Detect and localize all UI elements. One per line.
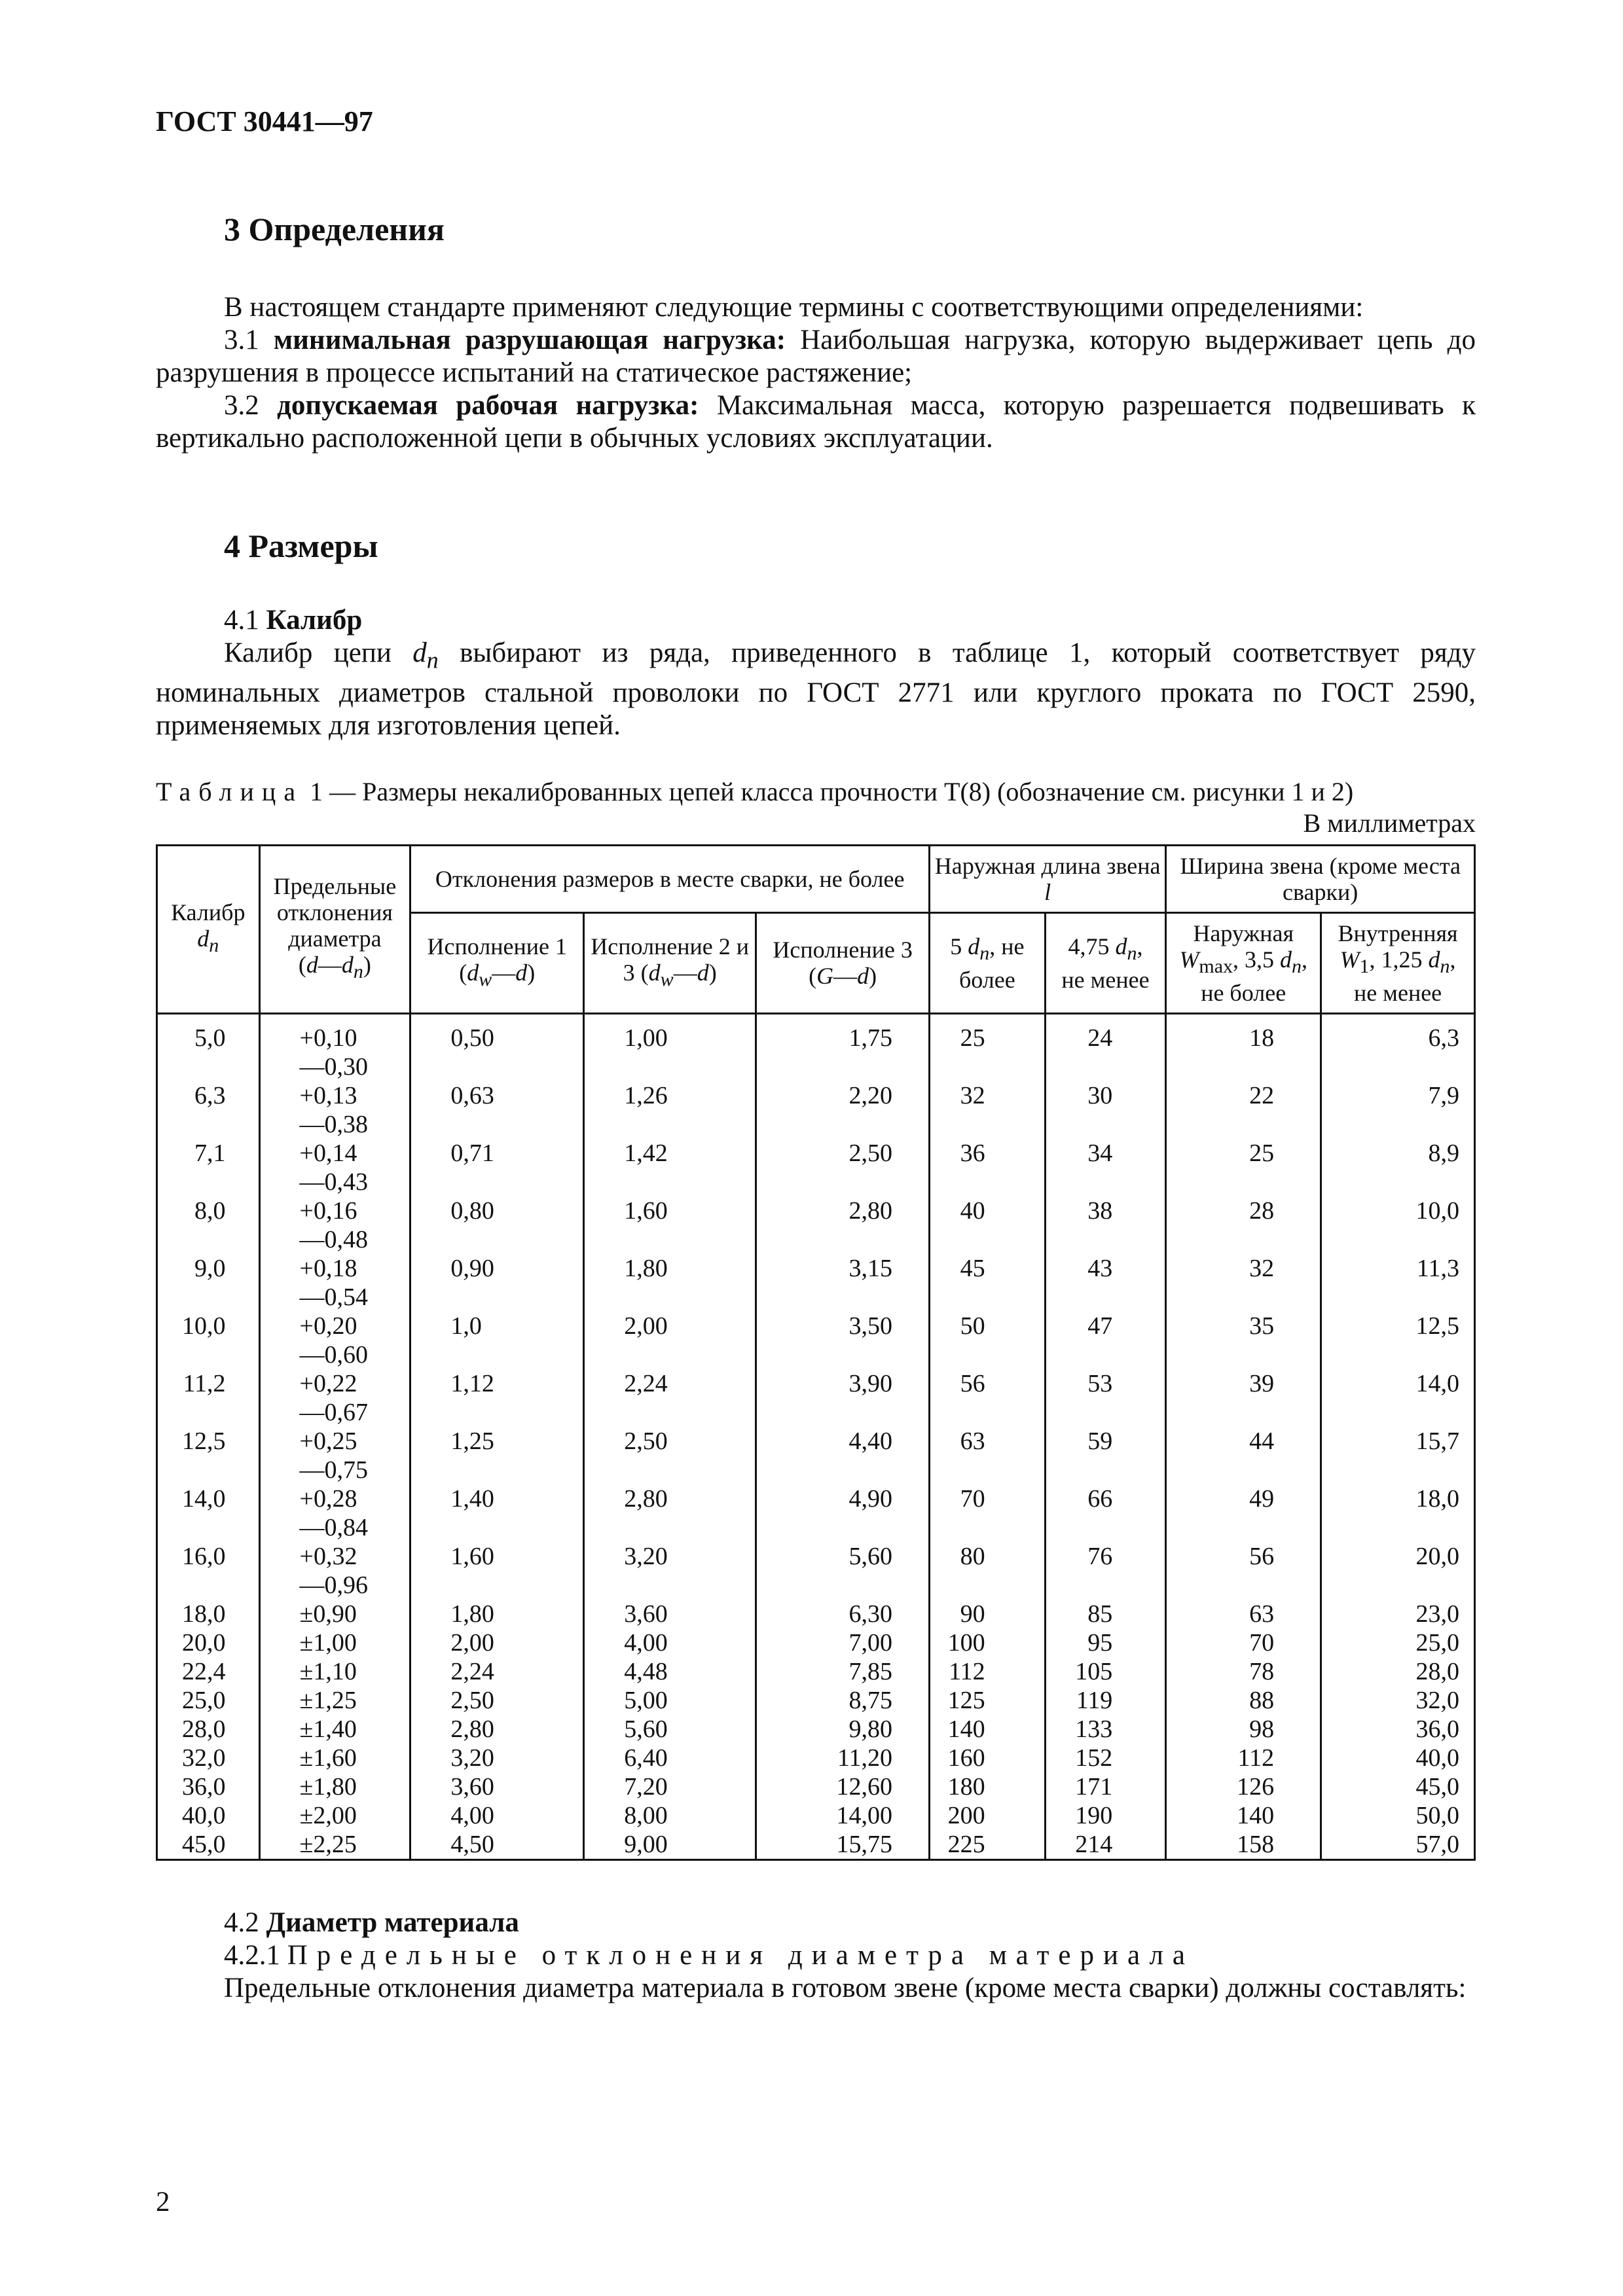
definition-3-1-term: минимальная разрушающая нагрузка: [273, 325, 786, 355]
cell-l5: 180 [930, 1772, 1046, 1801]
tolerance-minus: —0,60 [299, 1340, 369, 1369]
cell-tolerance [259, 1484, 410, 1542]
cell-tolerance [259, 1196, 410, 1254]
cell-cal: 14,0 [157, 1484, 260, 1542]
cell-wi: 12,5 [1321, 1312, 1475, 1369]
cell-i1: 1,25 [410, 1427, 584, 1484]
table-row [157, 1312, 1475, 1369]
header-width-inner: Внутренняя $W_1$, 1,25 $d_n$, не менее [1321, 912, 1475, 1013]
cell-tolerance [259, 1772, 410, 1801]
cell-cal: 7,1 [157, 1139, 260, 1196]
cell-i2: 5,00 [584, 1686, 756, 1715]
cell-l5: 160 [930, 1744, 1046, 1772]
cell-wi: 14,0 [1321, 1369, 1475, 1427]
header-link-width: Ширина звена (кроме места сварки) [1166, 845, 1475, 912]
tolerance-plus: ±1,60 [299, 1744, 357, 1772]
cell-l475: 214 [1045, 1830, 1166, 1860]
header-isp2: Исполнение 2 и 3 $(d_w—d)$ [584, 912, 756, 1013]
table-body [157, 1013, 1475, 1859]
cell-tolerance [259, 1312, 410, 1369]
cell-wo: 56 [1166, 1542, 1321, 1600]
table-caption-text: 1 — Размеры некалиброванных цепей класса прочности Т(8) (обозначение см. рисунки 1 и 2) [310, 776, 1354, 806]
cell-i3: 8,75 [756, 1686, 930, 1715]
cell-cal: 9,0 [157, 1254, 260, 1312]
tolerance-minus: —0,96 [299, 1571, 369, 1599]
cell-l5: 32 [930, 1081, 1046, 1139]
cell-i3: 11,20 [756, 1744, 930, 1772]
table-row [157, 1427, 1475, 1484]
cell-l475: 53 [1045, 1369, 1166, 1427]
cell-wo: 44 [1166, 1427, 1321, 1484]
cell-wi: 18,0 [1321, 1484, 1475, 1542]
table-row [157, 1686, 1475, 1715]
cell-l5: 125 [930, 1686, 1046, 1715]
cell-wo: 35 [1166, 1312, 1321, 1369]
cell-cal: 28,0 [157, 1715, 260, 1744]
cell-cal: 40,0 [157, 1801, 260, 1830]
cell-l5: 45 [930, 1254, 1046, 1312]
cell-i1: 2,50 [410, 1686, 584, 1715]
cell-cal: 11,2 [157, 1369, 260, 1427]
definition-3-2-term: допускаемая рабочая нагрузка: [277, 390, 699, 421]
cell-i3: 4,40 [756, 1427, 930, 1484]
table-row [157, 1081, 1475, 1139]
cell-i3: 2,80 [756, 1196, 930, 1254]
subsection-4-1-title: Калибр [266, 605, 363, 636]
cell-i2: 1,80 [584, 1254, 756, 1312]
cell-wo: 140 [1166, 1801, 1321, 1830]
table-row [157, 1542, 1475, 1600]
cell-l475: 190 [1045, 1801, 1166, 1830]
cell-l475: 85 [1045, 1600, 1166, 1628]
cell-wi: 40,0 [1321, 1744, 1475, 1772]
cell-tolerance [259, 1600, 410, 1628]
cell-l475: 47 [1045, 1312, 1166, 1369]
cell-l475: 119 [1045, 1686, 1166, 1715]
tolerance-plus: ±1,00 [299, 1628, 357, 1657]
cell-tolerance [259, 1830, 410, 1860]
definition-3-2 [156, 389, 1476, 455]
tolerance-plus: ±2,25 [299, 1830, 357, 1858]
cell-i1: 3,20 [410, 1744, 584, 1772]
cell-l5: 200 [930, 1801, 1046, 1830]
subsection-4-2-1 [156, 1939, 1476, 1972]
cell-i3: 7,00 [756, 1628, 930, 1657]
subsection-4-2-1-num: 4.2.1 [224, 1939, 280, 1971]
cell-wo: 39 [1166, 1369, 1321, 1427]
cell-i1: 0,50 [410, 1013, 584, 1081]
cell-l5: 50 [930, 1312, 1046, 1369]
paragraph-4-2-1: Предельные отклонения диаметра материала в готовом звене (кроме места сварки) должны составлять: [224, 1972, 1467, 2003]
cell-wo: 22 [1166, 1081, 1321, 1139]
cell-i1: 0,80 [410, 1196, 584, 1254]
cell-wi: 57,0 [1321, 1830, 1475, 1860]
cell-tolerance [259, 1139, 410, 1196]
cell-i3: 2,50 [756, 1139, 930, 1196]
cell-cal: 22,4 [157, 1657, 260, 1686]
table-row [157, 1139, 1475, 1196]
standard-header: ГОСТ 30441—97 [156, 105, 373, 137]
tolerance-plus: ±0,90 [299, 1600, 357, 1628]
definition-3-1 [156, 324, 1476, 389]
cell-l475: 38 [1045, 1196, 1166, 1254]
tolerance-minus: —0,38 [299, 1110, 369, 1138]
cell-wi: 36,0 [1321, 1715, 1475, 1744]
cell-l5: 40 [930, 1196, 1046, 1254]
cell-i1: 3,60 [410, 1772, 584, 1801]
tolerance-plus: ±1,10 [299, 1657, 357, 1685]
section-4-title: 4 Размеры [224, 528, 378, 564]
cell-i1: 0,63 [410, 1081, 584, 1139]
cell-i1: 1,0 [410, 1312, 584, 1369]
cell-i2: 4,48 [584, 1657, 756, 1686]
cell-l5: 56 [930, 1369, 1046, 1427]
header-outer-length: Наружная длина звена l [930, 845, 1166, 912]
cell-l475: 95 [1045, 1628, 1166, 1657]
paragraph-4-1-after: выбирают из ряда, приведенного в таблице 1, который соответствует ряду номинальных диаметров стальной проволоки по ГОСТ 2771 или круглого проката по ГОСТ 2590, применяемых для изготовления цепей. [156, 637, 1476, 741]
table-caption [156, 776, 1476, 808]
cell-wo: 18 [1166, 1013, 1321, 1081]
tolerance-plus: +0,14 [299, 1139, 357, 1167]
cell-i1: 4,50 [410, 1830, 584, 1860]
tolerance-plus: ±1,25 [299, 1686, 357, 1714]
dimensions-table [156, 844, 1476, 1861]
cell-tolerance [259, 1369, 410, 1427]
paragraph-4-1-before: Калибр цепи [224, 637, 392, 668]
tolerance-minus: —0,75 [299, 1456, 369, 1484]
header-width-outer: Наружная $W_{max}$, 3,5 $d_n$, не более [1166, 912, 1321, 1013]
cell-i2: 1,60 [584, 1196, 756, 1254]
tolerance-plus: +0,16 [299, 1196, 357, 1225]
tolerance-plus: +0,28 [299, 1484, 357, 1513]
cell-wo: 70 [1166, 1628, 1321, 1657]
cell-i3: 12,60 [756, 1772, 930, 1801]
cell-i2: 2,50 [584, 1427, 756, 1484]
cell-i3: 5,60 [756, 1542, 930, 1600]
tolerance-minus: —0,54 [299, 1283, 369, 1311]
table-row [157, 1254, 1475, 1312]
cell-cal: 5,0 [157, 1013, 260, 1081]
tolerance-plus: +0,32 [299, 1542, 357, 1570]
header-len-5: 5 $d_n$, не более [930, 912, 1046, 1013]
cell-wo: 112 [1166, 1744, 1321, 1772]
section-3-title: 3 Определения [224, 211, 445, 247]
subsection-4-1-num: 4.1 [224, 605, 259, 636]
tolerance-plus: +0,20 [299, 1312, 357, 1340]
header-tolerance: Предельные отклонения диаметра $(d—d_n)$ [259, 845, 410, 1013]
cell-cal: 45,0 [157, 1830, 260, 1860]
cell-l475: 105 [1045, 1657, 1166, 1686]
cell-i1: 1,12 [410, 1369, 584, 1427]
cell-i2: 7,20 [584, 1772, 756, 1801]
cell-i2: 1,00 [584, 1013, 756, 1081]
cell-cal: 20,0 [157, 1628, 260, 1657]
cell-cal: 12,5 [157, 1427, 260, 1484]
cell-wi: 25,0 [1321, 1628, 1475, 1657]
cell-cal: 18,0 [157, 1600, 260, 1628]
cell-i2: 5,60 [584, 1715, 756, 1744]
subsection-4-2 [156, 1907, 1476, 1939]
tolerance-plus: +0,13 [299, 1081, 357, 1109]
tolerance-minus: —0,48 [299, 1225, 369, 1253]
cell-i3: 4,90 [756, 1484, 930, 1542]
table-row [157, 1830, 1475, 1860]
cell-wi: 20,0 [1321, 1542, 1475, 1600]
cell-tolerance [259, 1657, 410, 1686]
subsection-4-2-1-title: Предельные отклонения диаметра материала [287, 1939, 1195, 1971]
header-len-475: 4,75 $d_n$, не менее [1045, 912, 1166, 1013]
page-number: 2 [156, 2187, 170, 2217]
tolerance-plus: +0,18 [299, 1254, 357, 1282]
cell-tolerance [259, 1427, 410, 1484]
definition-3-2-text: Максимальная масса, которую разрешается подвешивать к вертикально расположенной цепи в обычных условиях эксплуатации. [156, 390, 1476, 454]
tolerance-plus: ±1,40 [299, 1715, 357, 1743]
var-d: d [412, 637, 427, 668]
table-row [157, 1657, 1475, 1686]
cell-l5: 225 [930, 1830, 1046, 1860]
table-row [157, 1369, 1475, 1427]
cell-i3: 2,20 [756, 1081, 930, 1139]
table-row [157, 1715, 1475, 1744]
cell-i1: 0,71 [410, 1139, 584, 1196]
cell-wo: 28 [1166, 1196, 1321, 1254]
table-row [157, 1600, 1475, 1628]
cell-cal: 32,0 [157, 1744, 260, 1772]
cell-wo: 88 [1166, 1686, 1321, 1715]
cell-i2: 6,40 [584, 1744, 756, 1772]
cell-wo: 63 [1166, 1600, 1321, 1628]
cell-wi: 50,0 [1321, 1801, 1475, 1830]
definition-3-2-num: 3.2 [224, 390, 259, 421]
table-row [157, 1628, 1475, 1657]
cell-wi: 7,9 [1321, 1081, 1475, 1139]
cell-i2: 2,24 [584, 1369, 756, 1427]
header-weld-deviation: Отклонения размеров в месте сварки, не более [410, 845, 930, 912]
cell-l475: 133 [1045, 1715, 1166, 1744]
tolerance-plus: +0,10 [299, 1024, 357, 1052]
cell-wi: 45,0 [1321, 1772, 1475, 1801]
cell-i1: 4,00 [410, 1801, 584, 1830]
cell-wo: 126 [1166, 1772, 1321, 1801]
cell-i2: 2,00 [584, 1312, 756, 1369]
cell-i1: 1,40 [410, 1484, 584, 1542]
cell-tolerance [259, 1081, 410, 1139]
cell-i2: 1,26 [584, 1081, 756, 1139]
subsection-4-2-num: 4.2 [224, 1907, 259, 1938]
tolerance-plus: ±1,80 [299, 1772, 357, 1801]
cell-l475: 171 [1045, 1772, 1166, 1801]
cell-l475: 66 [1045, 1484, 1166, 1542]
cell-tolerance [259, 1686, 410, 1715]
cell-cal: 16,0 [157, 1542, 260, 1600]
cell-l5: 112 [930, 1657, 1046, 1686]
cell-l475: 34 [1045, 1139, 1166, 1196]
cell-wi: 8,9 [1321, 1139, 1475, 1196]
cell-wo: 32 [1166, 1254, 1321, 1312]
tolerance-minus: —0,67 [299, 1398, 369, 1426]
table-row [157, 1013, 1475, 1081]
cell-tolerance [259, 1744, 410, 1772]
cell-tolerance [259, 1542, 410, 1600]
cell-i3: 3,90 [756, 1369, 930, 1427]
header-caliber: Калибр $d_n$ [157, 845, 260, 1013]
tolerance-minus: —0,84 [299, 1513, 369, 1541]
cell-wo: 98 [1166, 1715, 1321, 1744]
cell-i1: 2,24 [410, 1657, 584, 1686]
cell-i1: 1,60 [410, 1542, 584, 1600]
tolerance-minus: —0,30 [299, 1052, 369, 1081]
cell-i2: 8,00 [584, 1801, 756, 1830]
cell-l475: 24 [1045, 1013, 1166, 1081]
document-page [156, 105, 1476, 2005]
cell-i1: 2,80 [410, 1715, 584, 1744]
table-row [157, 1801, 1475, 1830]
var-d-sub: n [426, 647, 439, 673]
cell-i2: 3,20 [584, 1542, 756, 1600]
cell-l475: 76 [1045, 1542, 1166, 1600]
cell-l475: 59 [1045, 1427, 1166, 1484]
cell-cal: 25,0 [157, 1686, 260, 1715]
cell-wi: 15,7 [1321, 1427, 1475, 1484]
cell-i3: 1,75 [756, 1013, 930, 1081]
cell-tolerance [259, 1254, 410, 1312]
cell-cal: 10,0 [157, 1312, 260, 1369]
cell-i2: 3,60 [584, 1600, 756, 1628]
definition-3-1-num: 3.1 [224, 325, 259, 355]
header-isp3: Исполнение 3 (G—d) [756, 912, 930, 1013]
cell-i1: 2,00 [410, 1628, 584, 1657]
cell-l5: 100 [930, 1628, 1046, 1657]
table-units: В миллиметрах [1303, 808, 1476, 838]
cell-tolerance [259, 1801, 410, 1830]
tolerance-plus: ±2,00 [299, 1801, 357, 1829]
cell-i2: 9,00 [584, 1830, 756, 1860]
cell-wi: 10,0 [1321, 1196, 1475, 1254]
table-row [157, 1772, 1475, 1801]
cell-cal: 6,3 [157, 1081, 260, 1139]
cell-tolerance [259, 1715, 410, 1744]
cell-tolerance [259, 1628, 410, 1657]
cell-wi: 11,3 [1321, 1254, 1475, 1312]
tolerance-plus: +0,25 [299, 1427, 357, 1455]
cell-wo: 49 [1166, 1484, 1321, 1542]
cell-l5: 70 [930, 1484, 1046, 1542]
cell-wi: 6,3 [1321, 1013, 1475, 1081]
table-caption-label: Таблица [156, 776, 304, 806]
cell-l5: 80 [930, 1542, 1046, 1600]
cell-wi: 28,0 [1321, 1657, 1475, 1686]
cell-i1: 1,80 [410, 1600, 584, 1628]
cell-i3: 9,80 [756, 1715, 930, 1744]
cell-l475: 152 [1045, 1744, 1166, 1772]
tolerance-minus: —0,43 [299, 1168, 369, 1196]
cell-l5: 36 [930, 1139, 1046, 1196]
header-isp1: Исполнение 1 $(d_w—d)$ [410, 912, 584, 1013]
table-row [157, 1744, 1475, 1772]
cell-i1: 0,90 [410, 1254, 584, 1312]
cell-i2: 4,00 [584, 1628, 756, 1657]
cell-wo: 158 [1166, 1830, 1321, 1860]
table-row [157, 1196, 1475, 1254]
cell-i3: 3,15 [756, 1254, 930, 1312]
cell-wi: 23,0 [1321, 1600, 1475, 1628]
cell-tolerance [259, 1013, 410, 1081]
cell-cal: 8,0 [157, 1196, 260, 1254]
cell-i3: 3,50 [756, 1312, 930, 1369]
paragraph-4-1 [156, 637, 1476, 742]
cell-wo: 25 [1166, 1139, 1321, 1196]
tolerance-plus: +0,22 [299, 1369, 357, 1397]
cell-i2: 2,80 [584, 1484, 756, 1542]
cell-i3: 7,85 [756, 1657, 930, 1686]
cell-i3: 6,30 [756, 1600, 930, 1628]
cell-l5: 90 [930, 1600, 1046, 1628]
cell-wi: 32,0 [1321, 1686, 1475, 1715]
cell-l475: 43 [1045, 1254, 1166, 1312]
cell-l5: 63 [930, 1427, 1046, 1484]
subsection-4-2-title: Диаметр материала [266, 1907, 519, 1938]
cell-l5: 25 [930, 1013, 1046, 1081]
section-3-intro: В настоящем стандарте применяют следующие термины с соответствующими определениями: [224, 292, 1364, 323]
cell-i2: 1,42 [584, 1139, 756, 1196]
subsection-4-1 [156, 604, 1476, 637]
definition-3-1-text: Наибольшая нагрузка, которую выдерживает цепь до разрушения в процессе испытаний на статическое растяжение; [156, 325, 1476, 388]
cell-l475: 30 [1045, 1081, 1166, 1139]
table-row [157, 1484, 1475, 1542]
cell-l5: 140 [930, 1715, 1046, 1744]
cell-i3: 14,00 [756, 1801, 930, 1830]
cell-wo: 78 [1166, 1657, 1321, 1686]
cell-i3: 15,75 [756, 1830, 930, 1860]
cell-cal: 36,0 [157, 1772, 260, 1801]
